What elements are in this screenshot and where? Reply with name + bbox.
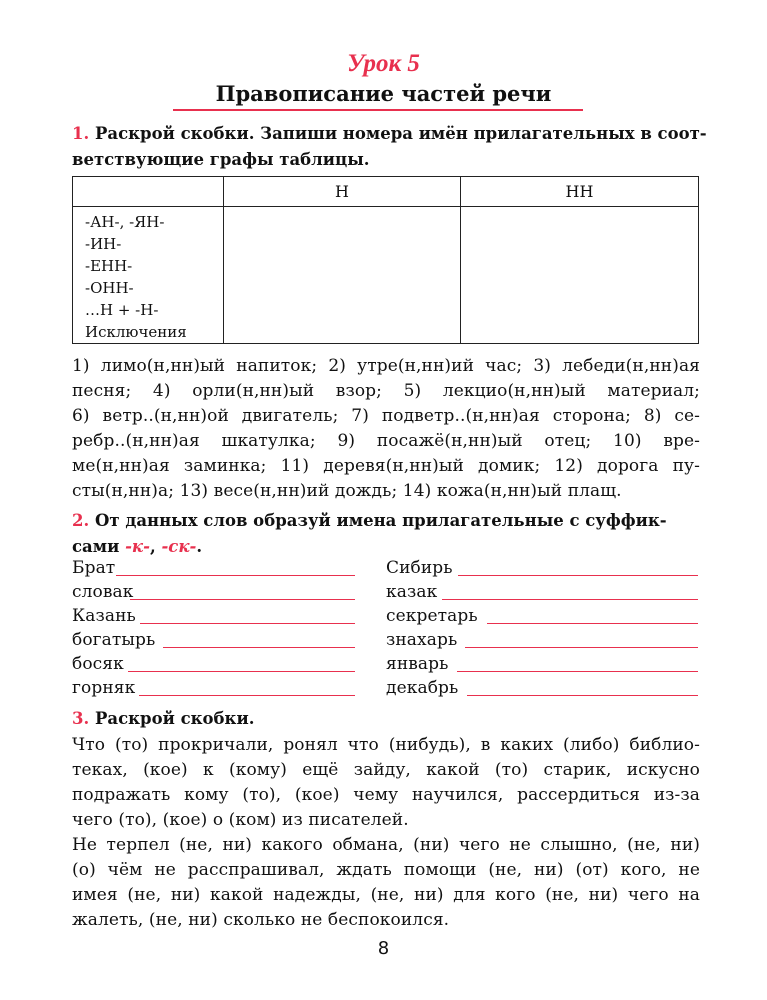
answer-line-left[interactable] [140,623,355,624]
lesson-heading: Урок 5 [347,50,420,77]
suffix-table [72,176,699,344]
answer-line-left[interactable] [130,599,355,600]
task3-text-line: чего (то), (кое) о (ком) из писателей. [72,810,409,830]
word-right: казак [386,582,438,602]
table-header-empty [73,177,224,207]
heading-underline [173,109,583,111]
table-row-labels [73,207,224,344]
task1-title-line1: Раскрой скобки. Запиши номера имён прилагательных в соот- [94,124,707,143]
answer-line-right[interactable] [467,695,698,696]
answer-line-left[interactable] [116,575,355,576]
answer-line-left[interactable] [139,695,355,696]
table-header-n: Н [224,177,461,207]
word-left: Казань [72,606,136,626]
task1-text-line: 1) лимо(н,нн)ый напиток; 2) утре(н,нн)ий час; 3) лебеди(н,нн)ая [72,356,700,376]
answer-line-right[interactable] [457,671,698,672]
table-cell-nn-answer[interactable] [461,207,699,344]
table-header-row [73,177,699,207]
word-left: босяк [72,654,124,674]
task1-text-line: 6) ветр..(н,нн)ой двигатель; 7) подветр..(н,нн)ая сторона; 8) се- [72,406,700,426]
suffix-separator: , [149,537,162,556]
task2-number: 2. [72,511,90,530]
task3-text [72,733,700,933]
answer-line-right[interactable] [458,575,698,576]
task3-text-line: теках, (кое) к (кому) ещё зайду, какой (то) старик, искусно [72,760,700,780]
table-row-label: -ЕНН- [85,257,133,275]
answer-line-right[interactable] [487,623,698,624]
task3-text-line: имея (не, ни) какой надежды, (не, ни) для кого (не, ни) чего на [72,885,700,905]
suffix-sk: -ск- [161,537,197,556]
word-left: богатырь [72,630,156,650]
table-header-nn: НН [461,177,699,207]
answer-line-right[interactable] [465,647,698,648]
task1-title-line2: ветствующие графы таблицы. [72,150,370,169]
task1-title [72,121,707,173]
task2-title [72,508,702,560]
word-right: Сибирь [386,558,453,578]
task1-text-line: ме(н,нн)ая заминка; 11) деревя(н,нн)ый домик; 12) дорога пу- [72,456,700,476]
task3-number: 3. [72,709,90,728]
word-right: декабрь [386,678,459,698]
word-right: знахарь [386,630,458,650]
table-cell-n-answer[interactable] [224,207,461,344]
title-period: . [196,537,203,556]
table-row-label: -АН-, -ЯН- [85,213,165,231]
page-number: 8 [377,938,390,959]
word-left: словак [72,582,134,602]
task3-text-line: Что (то) прокричали, ронял что (нибудь), в каких (либо) библио- [72,735,700,755]
task3-text-line: (о) чём не расспрашивал, ждать помощи (не, ни) (от) кого, не [72,860,700,880]
table-row-label: -ИН- [85,235,122,253]
task1-text-line: песня; 4) орли(н,нн)ый взор; 5) лекцио(н,нн)ый материал; [72,381,700,401]
word-left: Брат [72,558,116,578]
task1-text [72,354,700,504]
answer-line-left[interactable] [163,647,355,648]
task2-title-prefix: сами [72,537,126,556]
task1-text-line: ребр..(н,нн)ая шкатулка; 9) посажё(н,нн)ый отец; 10) вре- [72,431,700,451]
table-row-label: Исключения [85,323,187,341]
task1-number: 1. [72,124,90,143]
task1-text-line: сты(н,нн)а; 13) весе(н,нн)ий дождь; 14) кожа(н,нн)ый плащ. [72,481,622,501]
word-right: секретарь [386,606,478,626]
word-left: горняк [72,678,136,698]
topic-heading: Правописание частей речи [215,81,552,106]
task3-title-text: Раскрой скобки. [94,709,255,728]
table-body-row [73,207,699,344]
task3-text-line: Не терпел (не, ни) какого обмана, (ни) чего не слышно, (не, ни) [72,835,700,855]
table-row-label: …Н + -Н- [85,301,159,319]
table-row-label: -ОНН- [85,279,134,297]
answer-line-right[interactable] [442,599,698,600]
answer-line-left[interactable] [128,671,355,672]
task3-title [72,706,702,732]
word-right: январь [386,654,449,674]
task3-text-line: жалеть, (не, ни) сколько не беспокоился. [72,910,450,930]
task2-title-line1: От данных слов образуй имена прилагательные с суффик- [94,511,667,530]
suffix-k: -к- [125,537,150,556]
task3-text-line: подражать кому (то), (кое) чему научился, рассердиться из-за [72,785,700,805]
